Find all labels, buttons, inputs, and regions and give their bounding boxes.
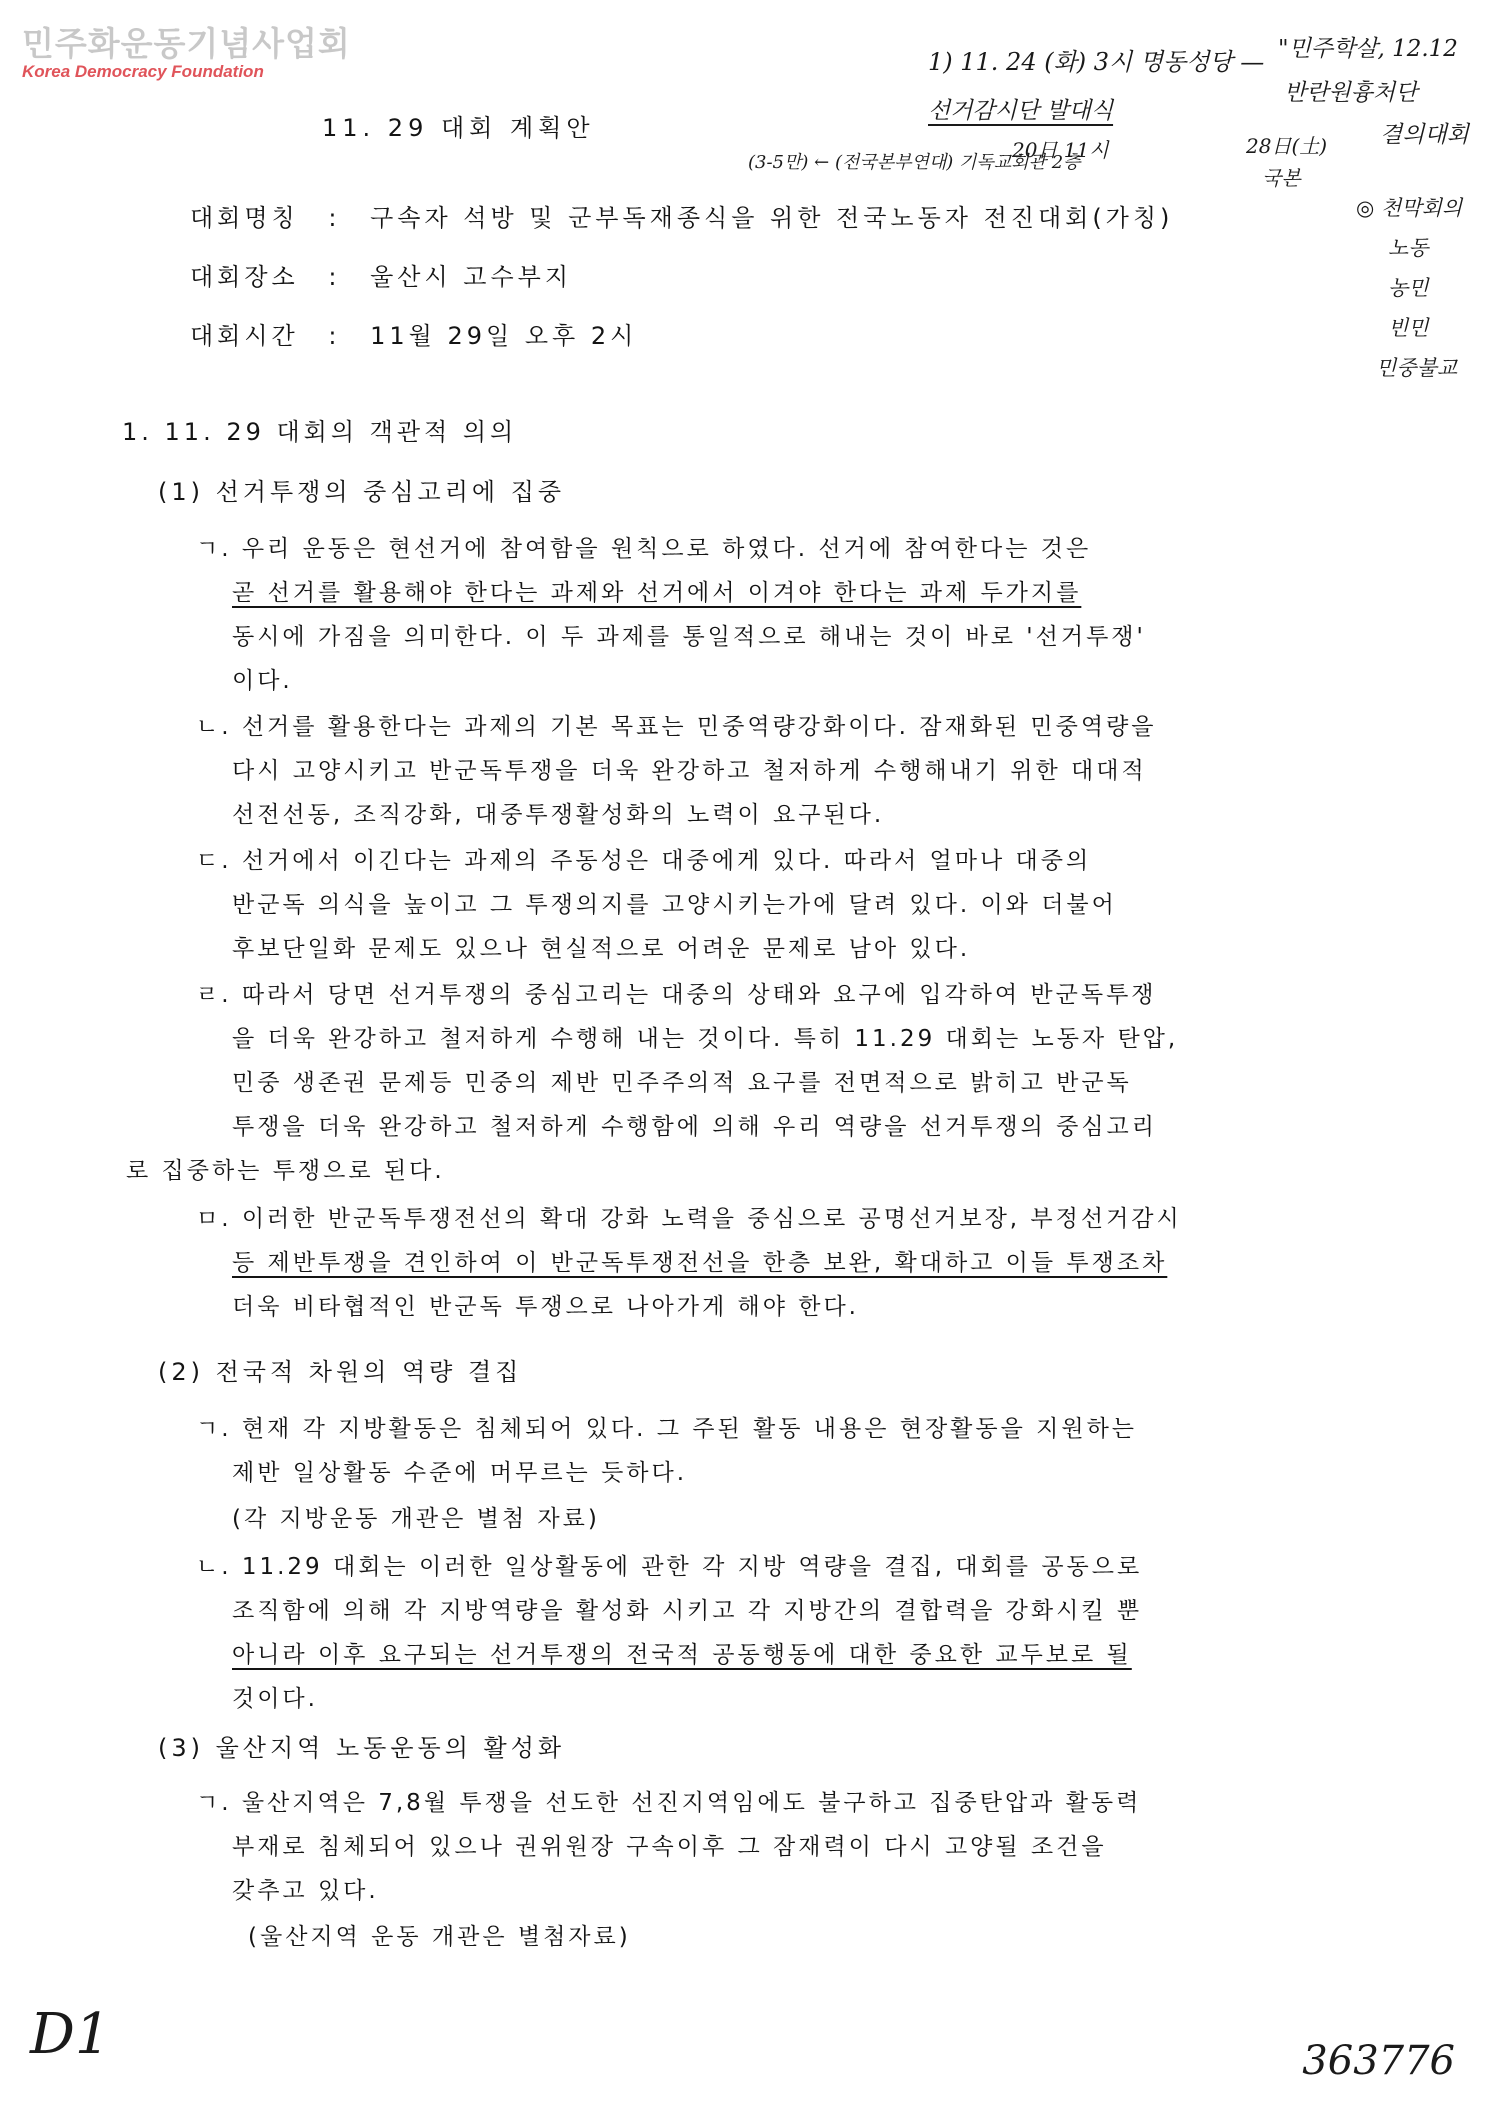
foundation-watermark-english: Korea Democracy Foundation [22, 62, 264, 81]
handwritten-note: 20日 11시 [1012, 138, 1109, 162]
info-colon: : [328, 322, 341, 350]
section-heading: 1. 11. 29 대회의 객관적 의의 [122, 418, 518, 446]
handwritten-note: 국본 [1262, 166, 1301, 190]
info-value: 11월 29일 오후 2시 [370, 322, 638, 350]
paragraph-line: 다시 고양시키고 반군독투쟁을 더욱 완강하고 철저하게 수행해내기 위한 대대적 [232, 758, 1147, 784]
paragraph-line: ㅁ. 이러한 반군독투쟁전선의 확대 강화 노력을 중심으로 공명선거보장, 부정선거감시 [196, 1206, 1182, 1232]
paragraph-line: 곧 선거를 활용해야 한다는 과제와 선거에서 이겨야 한다는 과제 두가지를 [232, 580, 1082, 606]
paragraph-line: ㄷ. 선거에서 이긴다는 과제의 주동성은 대중에게 있다. 따라서 얼마나 대중의 [196, 848, 1092, 874]
info-label: 대회명칭 [190, 204, 299, 232]
paragraph-line: ㄱ. 우리 운동은 현선거에 참여함을 원칙으로 하였다. 선거에 참여한다는 것은 [196, 536, 1092, 562]
paragraph-line: ㄱ. 현재 각 지방활동은 침체되어 있다. 그 주된 활동 내용은 현장활동을 지원하는 [196, 1416, 1138, 1442]
handwritten-note: 빈민 [1388, 316, 1429, 340]
handwritten-note: (3-5만) ← (전국본부연대) 기독교회관 2층 [748, 152, 1081, 173]
handwritten-note: 반란원흉처단 [1284, 80, 1418, 106]
paragraph-line: 동시에 가짐을 의미한다. 이 두 과제를 통일적으로 해내는 것이 바로 '선거투쟁' [232, 624, 1146, 650]
handwritten-note: ◎ 천막회의 [1356, 196, 1463, 220]
paragraph-line: 선전선동, 조직강화, 대중투쟁활성화의 노력이 요구된다. [232, 802, 885, 828]
info-colon: : [328, 263, 341, 291]
handwritten-note: 1) 11. 24 (화) 3시 명동성당 — [928, 48, 1265, 76]
info-label: 대회장소 [190, 263, 299, 291]
paragraph-line: 후보단일화 문제도 있으나 현실적으로 어려운 문제로 남아 있다. [232, 936, 971, 962]
paragraph-line: 갖추고 있다. [232, 1878, 379, 1904]
info-row-name [190, 198, 1173, 233]
handwritten-note: 28日(土) [1246, 134, 1328, 158]
paragraph-line: ㄹ. 따라서 당면 선거투쟁의 중심고리는 대중의 상태와 요구에 입각하여 반군독투쟁 [196, 982, 1157, 1008]
document-id-number: 363776 [1302, 2038, 1455, 2084]
handwritten-note: "민주학살, 12.12 [1278, 36, 1458, 62]
paragraph-line: 을 더욱 완강하고 철저하게 수행해 내는 것이다. 특히 11.29 대회는 노동자 탄압, [232, 1026, 1179, 1052]
subsection-heading: (1) 선거투쟁의 중심고리에 집중 [158, 478, 566, 506]
handwritten-note: 선거감시단 발대식 [928, 98, 1114, 124]
handwritten-note: 노동 [1388, 236, 1429, 260]
paragraph-line: 부재로 침체되어 있으나 권위원장 구속이후 그 잠재력이 다시 고양될 조건을 [232, 1834, 1107, 1860]
info-value: 울산시 고수부지 [370, 263, 573, 291]
paragraph-line: ㄴ. 11.29 대회는 이러한 일상활동에 관한 각 지방 역량을 결집, 대회를 공동으로 [196, 1554, 1143, 1580]
paragraph-line: 로 집중하는 투쟁으로 된다. [126, 1158, 445, 1184]
foundation-watermark-korean: 민주화운동기념사업회 [22, 24, 351, 63]
info-colon: : [328, 204, 341, 232]
paragraph-line: 것이다. [232, 1686, 318, 1712]
paragraph-line: 투쟁을 더욱 완강하고 철저하게 수행함에 의해 우리 역량을 선거투쟁의 중심고리 [232, 1114, 1157, 1140]
handwritten-note: 농민 [1388, 276, 1429, 300]
paragraph-line: 반군독 의식을 높이고 그 투쟁의지를 고양시키는가에 달려 있다. 이와 더불어 [232, 892, 1117, 918]
info-value: 구속자 석방 및 군부독재종식을 위한 전국노동자 전진대회(가칭) [370, 204, 1174, 232]
paragraph-line: 제반 일상활동 수준에 머무르는 듯하다. [232, 1460, 688, 1486]
paragraph-line: ㄴ. 선거를 활용한다는 과제의 기본 목표는 민중역량강화이다. 잠재화된 민중역량을 [196, 714, 1157, 740]
paragraph-line: 이다. [232, 668, 293, 694]
info-label: 대회시간 [190, 322, 299, 350]
paragraph-line: 조직함에 의해 각 지방역량을 활성화 시키고 각 지방간의 결합력을 강화시킬 뿐 [232, 1598, 1143, 1624]
paragraph-line: 등 제반투쟁을 견인하여 이 반군독투쟁전선을 한층 보완, 확대하고 이들 투쟁조차 [232, 1250, 1168, 1276]
document-title: 11. 29 대회 계획안 [322, 114, 595, 142]
subsection-heading: (2) 전국적 차원의 역량 결집 [158, 1358, 523, 1386]
handwritten-note: 결의대회 [1380, 122, 1469, 148]
paragraph-line: 더욱 비타협적인 반군독 투쟁으로 나아가게 해야 한다. [232, 1294, 859, 1320]
info-row-place [190, 257, 572, 292]
paragraph-line: (울산지역 운동 개관은 별첨자료) [248, 1924, 631, 1950]
paragraph-line: (각 지방운동 개관은 별첨 자료) [232, 1506, 600, 1532]
handwritten-page-mark: D1 [30, 2002, 111, 2067]
handwritten-note: 민중불교 [1376, 356, 1458, 380]
info-row-time [190, 316, 637, 351]
subsection-heading: (3) 울산지역 노동운동의 활성화 [158, 1734, 566, 1762]
paragraph-line: ㄱ. 울산지역은 7,8월 투쟁을 선도한 선진지역임에도 불구하고 집중탄압과 활동력 [196, 1790, 1142, 1816]
paragraph-line: 민중 생존권 문제등 민중의 제반 민주주의적 요구를 전면적으로 밝히고 반군독 [232, 1070, 1132, 1096]
paragraph-line: 아니라 이후 요구되는 선거투쟁의 전국적 공동행동에 대한 중요한 교두보로 될 [232, 1642, 1132, 1668]
